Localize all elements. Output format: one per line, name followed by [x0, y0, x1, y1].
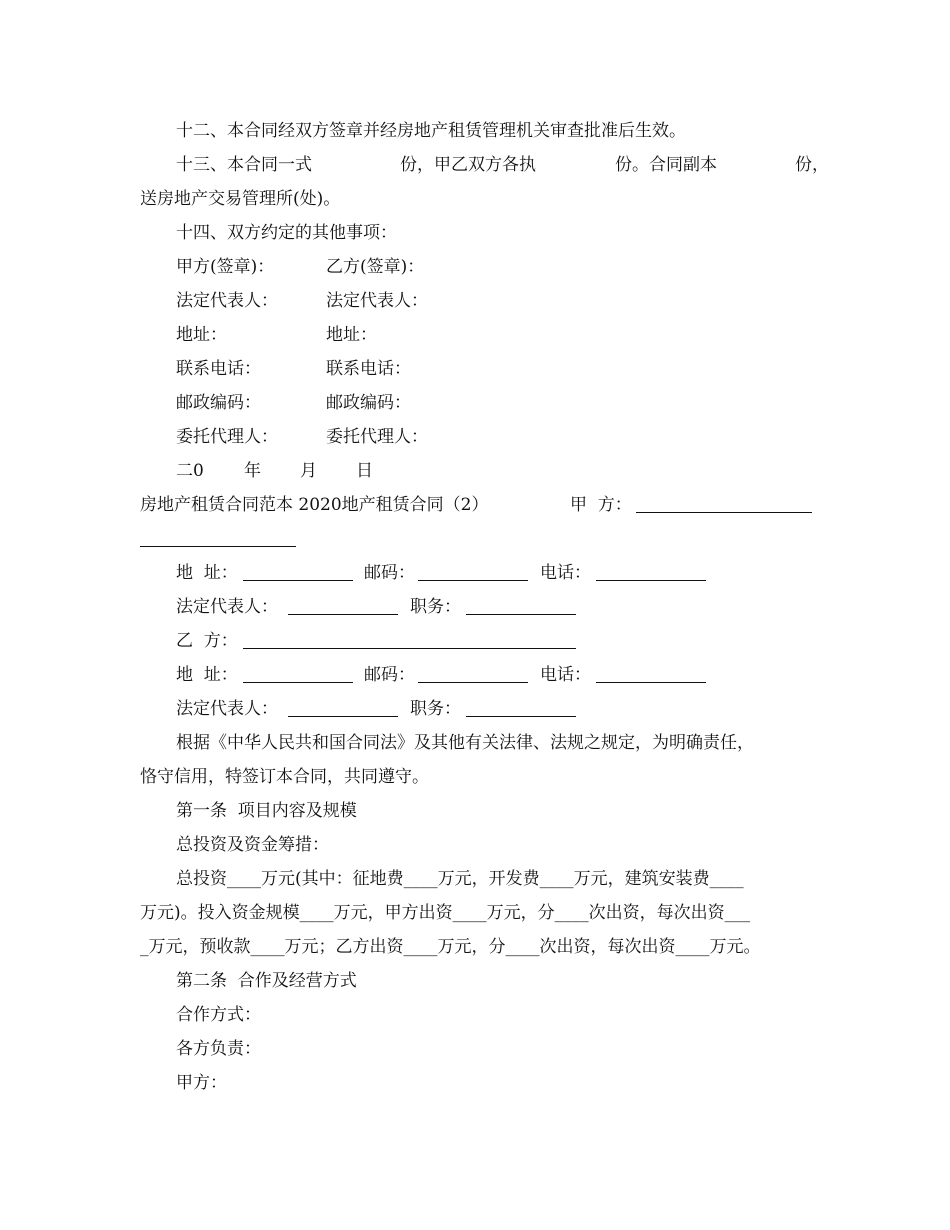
party-a-postcode-label: 邮政编码： — [176, 393, 261, 413]
contract-2-heading: 房地产租赁合同范本 2020地产租赁合同（2） — [140, 495, 489, 515]
party-b-legal-rep-blank — [288, 716, 398, 717]
article-1-paragraph-line-3: _万元，预收款____万元；乙方出资____万元，分____次出资，每次出资____万元。 — [140, 937, 761, 957]
party-b-agent-label: 委托代理人： — [326, 427, 428, 447]
clause-12: 十二、本合同经双方签章并经房地产租赁管理机关审查批准后生效。 — [176, 121, 686, 141]
article-1-paragraph-line-2: 万元)。投入资金规模____万元，甲方出资____万元，分____次出资，每次出资___ — [140, 903, 751, 923]
party-b-address-label: 地址： — [326, 325, 377, 345]
clause-13-part-c: 份。合同副本 — [615, 155, 717, 175]
article-1-paragraph-line-1: 总投资____万元(其中：征地费____万元，开发费____万元，建筑安装费____ — [176, 869, 744, 889]
date-day: 日 — [356, 461, 373, 481]
article-2-responsibility-label: 各方负责： — [176, 1039, 261, 1059]
party-b-postcode-blank — [418, 682, 528, 683]
party-b-label: 乙 方： — [176, 631, 238, 651]
party-b-postcode-label: 邮码： — [364, 665, 415, 685]
party-b-address-blank — [243, 682, 353, 683]
party-b-phone-blank — [596, 682, 706, 683]
date-prefix: 二0 — [176, 461, 204, 481]
preamble-line-1: 根据《中华人民共和国合同法》及其他有关法律、法规之规定，为明确责任， — [176, 733, 754, 753]
party-a-legal-rep-label: 法定代表人： — [176, 291, 278, 311]
party-a-position-blank — [466, 614, 576, 615]
article-2-title: 第二条 合作及经营方式 — [176, 971, 357, 991]
party-b-position-label: 职务： — [410, 699, 461, 719]
party-a-phone-blank — [596, 580, 706, 581]
article-2-mode-label: 合作方式： — [176, 1005, 261, 1025]
article-1-title: 第一条 项目内容及规模 — [176, 801, 357, 821]
party-a-blank — [636, 512, 812, 513]
party-b-blank — [243, 648, 576, 649]
party-a-address-blank — [243, 580, 353, 581]
clause-13-part-a: 十三、本合同一式 — [176, 155, 312, 175]
party-b-legal-rep-label: 法定代表人： — [326, 291, 428, 311]
party-b-postcode-label: 邮政编码： — [326, 393, 411, 413]
party-a-position-label: 职务： — [410, 597, 461, 617]
clause-13-continuation: 送房地产交易管理所(处)。 — [140, 189, 341, 209]
clause-13-part-d: 份， — [795, 155, 829, 175]
party-a-phone-label: 联系电话： — [176, 359, 261, 379]
date-year: 年 — [244, 461, 261, 481]
article-1-funding-label: 总投资及资金筹措： — [176, 835, 329, 855]
article-2-party-a-label: 甲方： — [176, 1073, 227, 1093]
party-a-postcode-label: 邮码： — [364, 563, 415, 583]
party-b-phone-label: 联系电话： — [326, 359, 411, 379]
date-month: 月 — [300, 461, 317, 481]
party-b-legal-rep-label: 法定代表人： — [176, 699, 278, 719]
clause-14: 十四、双方约定的其他事项： — [176, 223, 397, 243]
preamble-line-2: 恪守信用，特签订本合同，共同遵守。 — [140, 767, 429, 787]
party-a-agent-label: 委托代理人： — [176, 427, 278, 447]
party-a-postcode-blank — [418, 580, 528, 581]
party-b-phone-label: 电话： — [540, 665, 591, 685]
party-a-label: 甲 方： — [570, 495, 632, 515]
party-a-address-label: 地址： — [176, 325, 227, 345]
party-a-legal-rep-blank — [288, 614, 398, 615]
party-b-position-blank — [466, 716, 576, 717]
party-a-address-label: 地 址： — [176, 563, 238, 583]
party-a-blank-continued — [140, 546, 296, 547]
party-b-seal-label: 乙方(签章)： — [326, 257, 425, 277]
party-a-seal-label: 甲方(签章)： — [176, 257, 275, 277]
party-a-phone-label: 电话： — [540, 563, 591, 583]
clause-13-part-b: 份，甲乙双方各执 — [400, 155, 536, 175]
party-b-address-label: 地 址： — [176, 665, 238, 685]
party-a-legal-rep-label: 法定代表人： — [176, 597, 278, 617]
